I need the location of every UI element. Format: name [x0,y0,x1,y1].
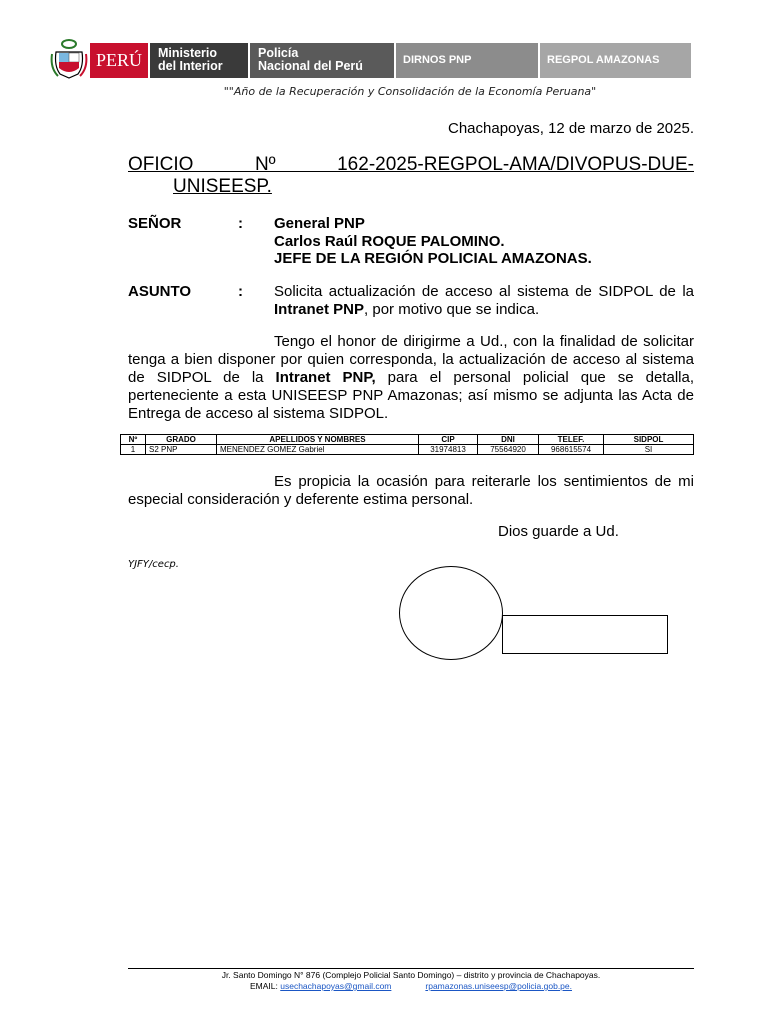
p2-text: Es propicia la ocasión para reiterarle los sentimientos de mi especial consideración y deferente estima personal. [128,473,694,508]
peru-brand-block [90,43,148,78]
footer-address: Jr. Santo Domingo N° 876 (Complejo Policial Santo Domingo) – distrito y provincia de Chachapoyas. [221,970,601,980]
table-cell: 968615574 [539,445,604,455]
asunto-text-before: Solicita actualización de acceso al sistema de SIDPOL de la [274,283,694,300]
policia-line2: Nacional del Perú [258,59,363,73]
table-row [121,445,694,455]
policia-block [250,43,394,78]
indent-spacer [128,473,274,490]
senor-colon: : [238,215,243,232]
recipient-position: JEFE DE LA REGIÓN POLICIAL AMAZONAS. [274,250,592,267]
table-header: GRADO [146,435,217,445]
asunto-text-after: , por motivo que se indica. [364,300,540,318]
asunto-text [274,283,694,318]
table-header: Nº [121,435,146,445]
ministerio-line2: del Interior [158,59,223,73]
p1-after: para el personal policial que se detalla, perteneciente a esta UNISEESP PNP Amazonas; así mismo se adjunta las Acta de Entrega de acceso al sistema SIDPOL. [128,369,694,422]
table-header-row [121,435,694,445]
recipient-block [274,215,592,268]
senor-label: SEÑOR [128,215,182,232]
table-header: APELLIDOS Y NOMBRES [217,435,419,445]
asunto-label: ASUNTO [128,283,192,300]
asunto-colon: : [238,283,243,300]
table-header: DNI [478,435,539,445]
indent-spacer [128,333,274,350]
table-header: TELEF. [539,435,604,445]
regpol-block [540,43,691,78]
body-paragraph-2 [128,473,694,509]
document-date: Chachapoyas, 12 de marzo de 2025. [448,120,694,137]
p1-bold: Intranet PNP, [275,369,376,386]
recipient-rank: General PNP [274,215,365,232]
year-motto: ""Año de la Recuperación y Consolidación de la Economía Peruana" [223,85,597,98]
personnel-table [120,434,694,455]
peru-label: PERÚ [95,50,142,70]
table-cell: SI [604,445,694,455]
reference-initials: YJFY/cecp. [128,559,179,570]
body-paragraph-1 [128,333,694,423]
table-cell: MENENDEZ GOMEZ Gabriel [217,445,419,455]
table-cell: 31974813 [419,445,478,455]
footer-divider [128,968,694,969]
table-cell: 1 [121,445,146,455]
signature-box [502,615,668,654]
footer-emails [128,981,694,991]
p1-before: Tengo el honor de dirigirme a Ud., con la finalidad de solicitar tenga a bien disponer por quien corresponda, la actualización de acceso al sistema de SIDPOL de la [128,333,694,386]
recipient-name: Carlos Raúl ROQUE PALOMINO. [274,232,505,250]
email-link-2[interactable]: rpamazonas.uniseesp@policia.gob.pe. [425,981,572,991]
regpol-label: REGPOL AMAZONAS [547,54,660,66]
asunto-bold: Intranet PNP [274,300,365,318]
closing-salutation: Dios guarde a Ud. [498,523,619,540]
email-label: EMAIL: [249,981,278,991]
dirnos-label: DIRNOS PNP [403,54,472,66]
dirnos-block [396,43,538,78]
oficio-number-line1: OFICIO Nº 162-2025-REGPOL-AMA/DIVOPUS-DUE- [128,154,694,175]
policia-line1: Policía [258,46,299,60]
seal-placeholder [399,566,503,660]
table-cell: S2 PNP [146,445,217,455]
peru-coat-of-arms-icon [50,38,88,80]
email-link-1[interactable]: usechachapoyas@gmail.com [280,981,392,991]
table-header: CIP [419,435,478,445]
table-cell: 75564920 [478,445,539,455]
ministerio-block [150,43,248,78]
table-header: SIDPOL [604,435,694,445]
ministerio-line1: Ministerio [158,46,218,60]
oficio-number-line2: UNISEESP. [173,176,272,197]
